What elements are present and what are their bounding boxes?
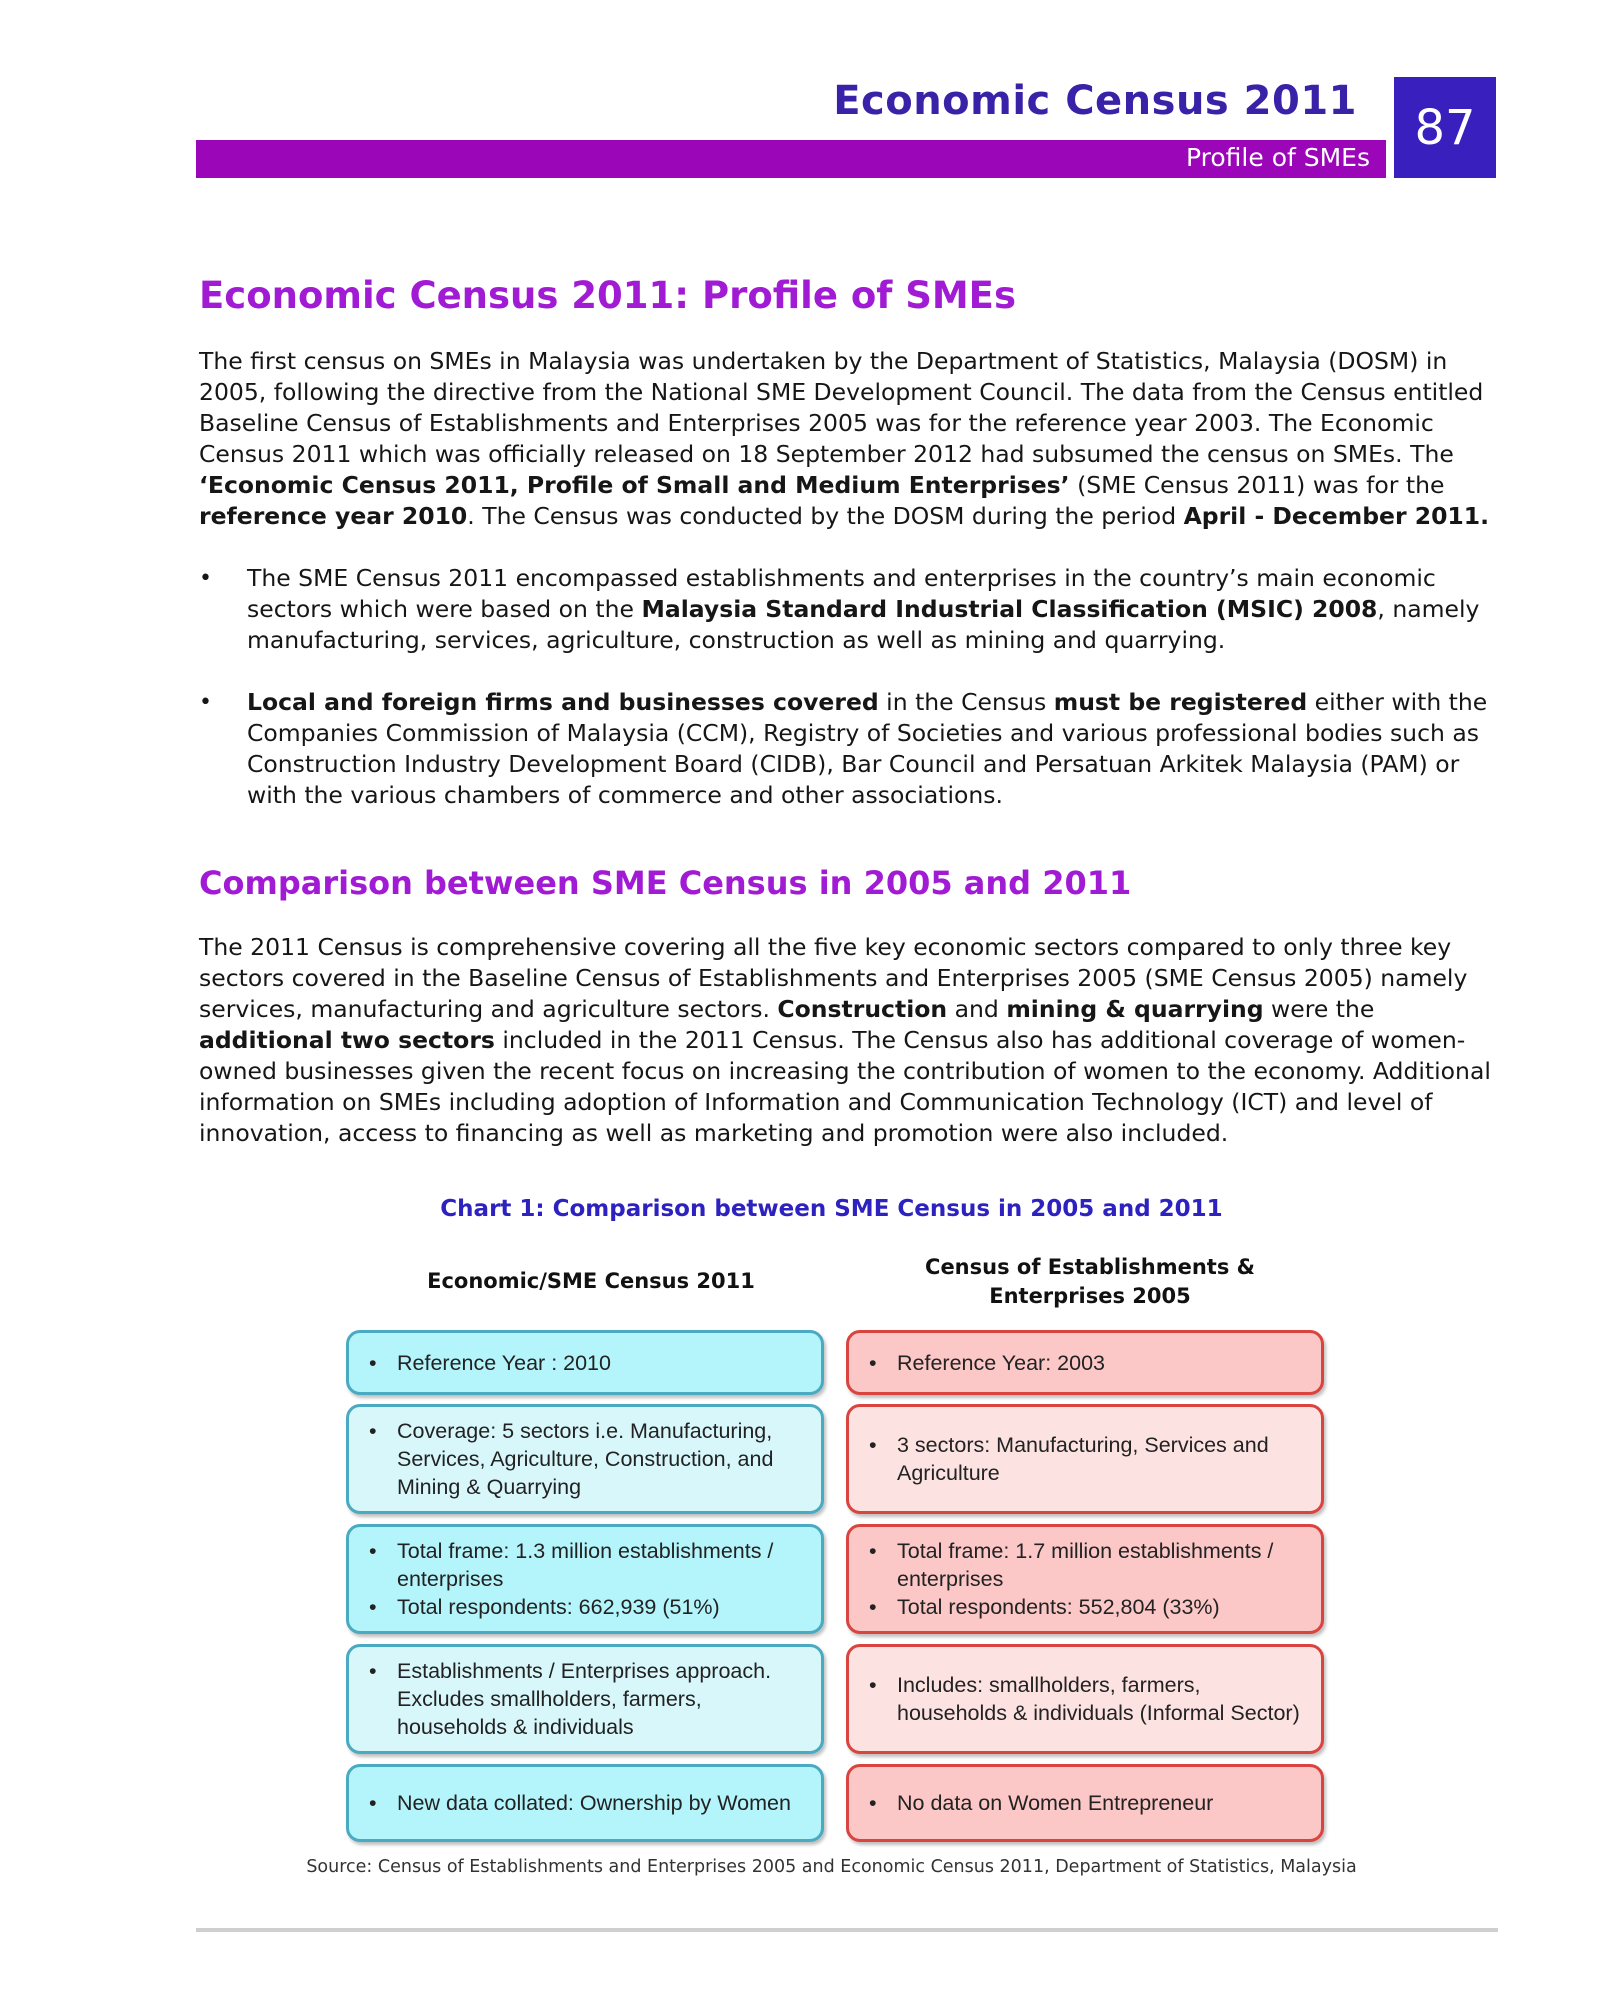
bullet-item-registration [199,687,1494,811]
box-2005-reference-year [846,1330,1324,1395]
box-2005-women [846,1764,1324,1842]
box-bullet-item: • Establishments / Enterprises approach. Excludes smallholders, farmers, households & individuals [367,1657,807,1741]
header-bar [196,140,1386,178]
box-2005-includes-list [867,1671,1307,1727]
bullet2-bold-1: Local and foreign firms and businesses covered [247,688,879,716]
page-number: 87 [1394,77,1496,178]
comparison-bold-3: additional two sectors [199,1026,495,1054]
box-bullet-item: • Reference Year: 2003 [867,1349,1105,1377]
box-bullet-item: • New data collated: Ownership by Women [367,1789,791,1817]
intro-text-2: (SME Census 2011) was for the [1069,471,1445,499]
box-2011-new-data-list [367,1789,791,1817]
comparison-bold-2: mining & quarrying [1006,995,1264,1023]
intro-bold-3: April - December 2011. [1183,502,1490,530]
box-2011-frame [346,1524,824,1634]
box-2005-reference-year-list [867,1349,1105,1377]
box-2005-women-list [867,1789,1213,1817]
comparison-text-3: were the [1263,995,1375,1023]
bullet-list [199,563,1494,811]
intro-bold-1: ‘Economic Census 2011, Profile of Small and Medium Enterprises’ [199,471,1070,499]
bullet1-text-2: , namely manufacturing, services, agriculture, construction as well as mining and quarrying. [247,595,1480,654]
intro-text-1: The first census on SMEs in Malaysia was undertaken by the Department of Statistics, Malaysia (DOSM) in 2005, following the directive from the National SME Development Council. The data from the Census entitled Baseline Census of Establishments and Enterprises 2005 was for the reference year 2003. The Economic Census 2011 which was officially released on 18 September 2012 had subsumed the census on SMEs. The [199,347,1484,468]
box-bullet-item: • No data on Women Entrepreneur [867,1789,1213,1817]
box-bullet-item: • Total frame: 1.3 million establishments / enterprises [367,1537,807,1593]
box-bullet-item: • Total frame: 1.7 million establishments / enterprises [867,1537,1307,1593]
box-2005-coverage [846,1404,1324,1514]
box-bullet-item: • Includes: smallholders, farmers, households & individuals (Informal Sector) [867,1671,1307,1727]
box-2011-coverage [346,1404,824,1514]
box-2011-approach [346,1644,824,1754]
comparison-paragraph [199,932,1494,1149]
section-heading: Comparison between SME Census in 2005 and 2011 [199,864,1132,902]
comparison-text-2: and [947,995,1007,1023]
column-header-2005-line2: Enterprises 2005 [989,1284,1191,1308]
chart-title: Chart 1: Comparison between SME Census in 2005 and 2011 [440,1196,1223,1222]
box-2005-frame-list [867,1537,1307,1621]
intro-bold-2: reference year 2010 [199,502,468,530]
box-bullet-item: • Reference Year : 2010 [367,1349,611,1377]
bullet1-bold-1: Malaysia Standard Industrial Classification (MSIC) 2008 [641,595,1378,623]
comparison-text-4: included in the 2011 Census. The Census also has additional coverage of women-owned businesses given the recent focus on increasing the contribution of women to the economy. Additional information on SMEs including adoption of Information and Communication Technology (ICT) and level of innovation, access to financing as well as marketing and promotion were also included. [199,1026,1491,1147]
header-subtitle: Profile of SMEs [1186,143,1370,172]
box-bullet-item: • Coverage: 5 sectors i.e. Manufacturing, Services, Agriculture, Construction, and Mining & Quarrying [367,1417,807,1501]
column-header-2011: Economic/SME Census 2011 [427,1269,755,1293]
box-bullet-item: • Total respondents: 662,939 (51%) [367,1593,807,1621]
box-2011-reference-year-list [367,1349,611,1377]
comparison-bold-1: Construction [777,995,948,1023]
box-2011-coverage-list [367,1417,807,1501]
header-title: Economic Census 2011 [833,78,1357,124]
box-2011-frame-list [367,1537,807,1621]
box-bullet-item: • 3 sectors: Manufacturing, Services and Agriculture [867,1431,1307,1487]
box-2005-frame [846,1524,1324,1634]
bullet2-bold-2: must be registered [1053,688,1308,716]
intro-paragraph [199,346,1494,532]
bullet1-text-1: The SME Census 2011 encompassed establishments and enterprises in the country’s main economic sectors which were based on the [247,564,1436,623]
column-header-2005-line1: Census of Establishments & [925,1255,1255,1279]
column-header-2005 [845,1253,1335,1311]
intro-text-3: . The Census was conducted by the DOSM during the period [467,502,1184,530]
page-title: Economic Census 2011: Profile of SMEs [199,274,1016,317]
box-2011-approach-list [367,1657,807,1741]
box-2005-coverage-list [867,1431,1307,1487]
box-2005-includes [846,1644,1324,1754]
chart-source: Source: Census of Establishments and Enterprises 2005 and Economic Census 2011, Department of Statistics, Malaysia [306,1857,1357,1877]
box-2011-new-data [346,1764,824,1842]
box-2011-reference-year [346,1330,824,1395]
bullet-item-msic [199,563,1494,656]
box-bullet-item: • Total respondents: 552,804 (33%) [867,1593,1307,1621]
bullet2-text-1: in the Census [878,688,1054,716]
footer-divider [196,1928,1498,1932]
bullet2-text-2: either with the Companies Commission of Malaysia (CCM), Registry of Societies and various professional bodies such as Construction Industry Development Board (CIDB), Bar Council and Persatuan Arkitek Malaysia (PAM) or with the various chambers of commerce and other associations. [247,688,1488,809]
comparison-text-1: The 2011 Census is comprehensive covering all the five key economic sectors compared to only three key sectors covered in the Baseline Census of Establishments and Enterprises 2005 (SME Census 2005) namely services, manufacturing and agriculture sectors. [199,933,1468,1023]
